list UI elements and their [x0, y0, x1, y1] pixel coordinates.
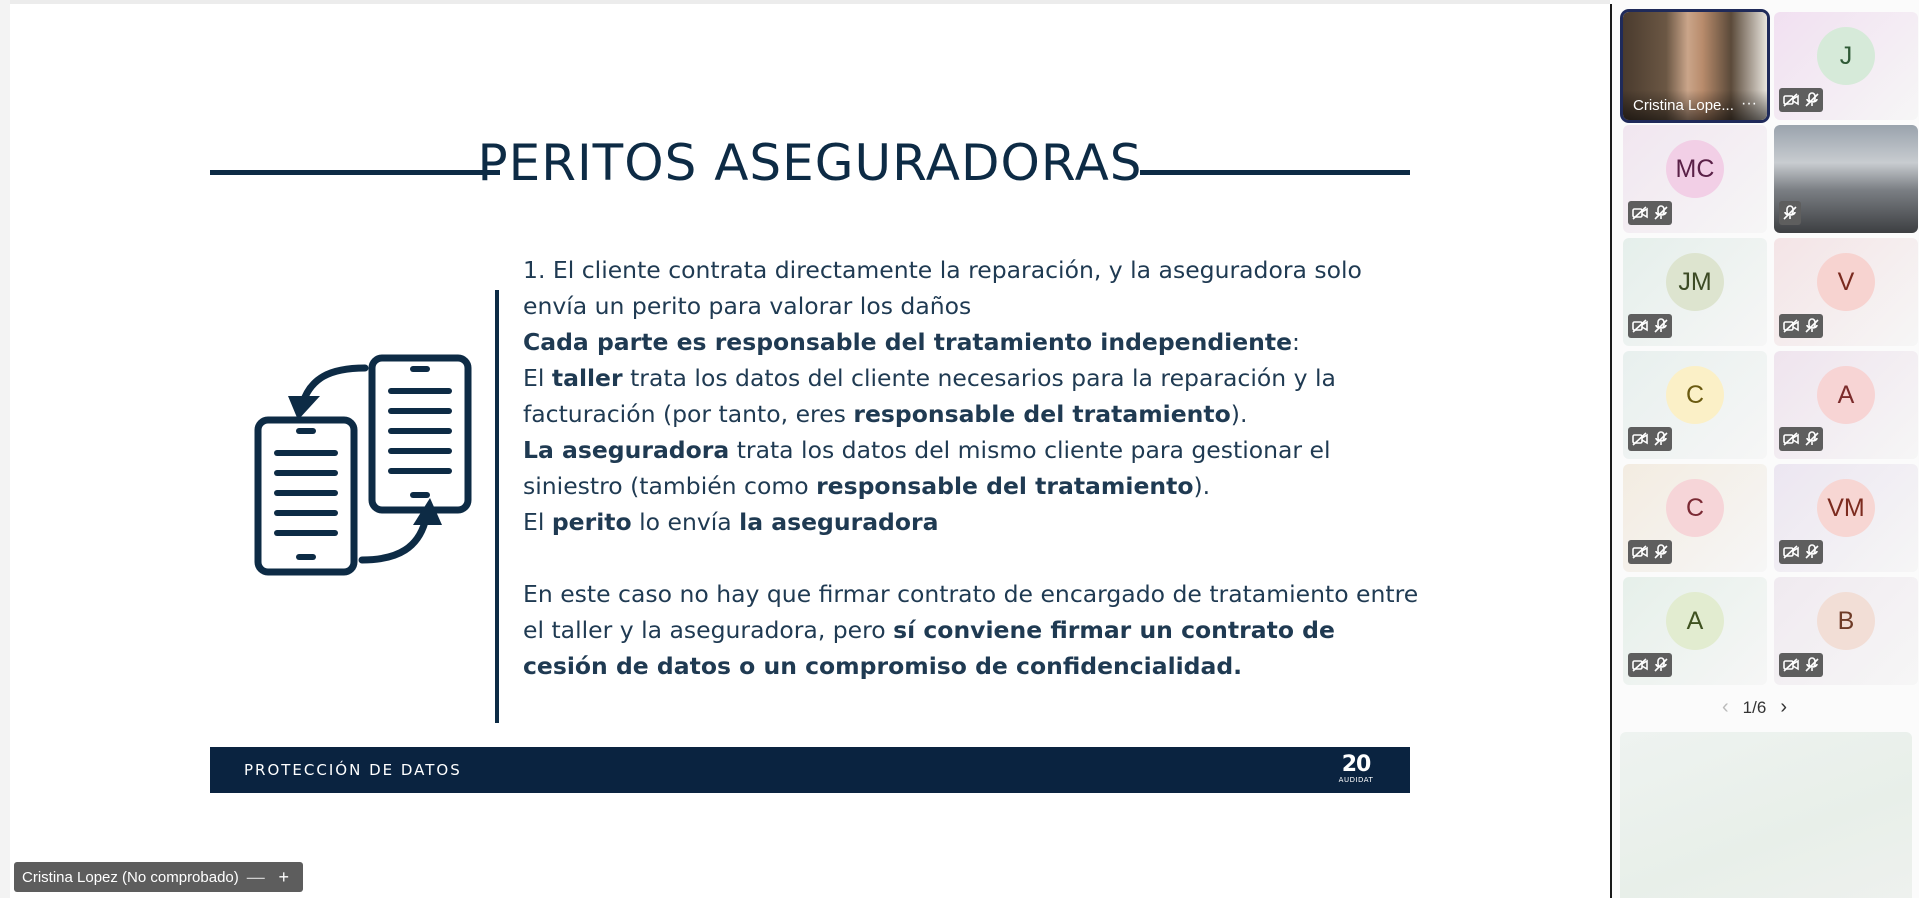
- mic-off-icon: [1654, 657, 1668, 673]
- avatar: A: [1666, 592, 1724, 650]
- text-run: trata los datos del mismo cliente para gestionar el siniestro (también como: [523, 436, 1331, 500]
- participant-status-bar: [1779, 427, 1823, 451]
- self-video-tile: [1620, 732, 1912, 898]
- camera-off-icon: [1632, 319, 1648, 333]
- participant-status-bar: [1628, 314, 1672, 338]
- camera-off-icon: [1632, 432, 1648, 446]
- share-left-border: [0, 0, 10, 898]
- slide-paragraph: [523, 360, 1423, 432]
- participant-tile-c2[interactable]: [1623, 464, 1767, 572]
- mic-off-icon: [1805, 657, 1819, 673]
- participant-tile-a1[interactable]: [1774, 351, 1918, 459]
- participant-tile-b[interactable]: [1774, 577, 1918, 685]
- text-run: ).: [1230, 400, 1248, 428]
- camera-off-icon: [1783, 658, 1799, 672]
- mic-off-icon: [1805, 544, 1819, 560]
- bold-text: responsable del tratamiento: [853, 400, 1231, 428]
- text-run: ).: [1193, 472, 1211, 500]
- mic-off-icon: [1805, 318, 1819, 334]
- mic-off-icon: [1654, 431, 1668, 447]
- avatar: VM: [1817, 479, 1875, 537]
- text-run: lo envía: [631, 508, 740, 536]
- participant-status-bar: [1779, 201, 1801, 225]
- participant-status-bar: [1779, 540, 1823, 564]
- slide-paragraph: [523, 576, 1423, 684]
- bold-text: Cada parte es responsable del tratamiento independiente: [523, 328, 1293, 356]
- participant-status-bar: [1779, 314, 1823, 338]
- participant-tile-vm[interactable]: [1774, 464, 1918, 572]
- footer-label: PROTECCIÓN DE DATOS: [244, 761, 462, 779]
- slide-paragraph: [523, 252, 1423, 324]
- vertical-separator: [495, 290, 499, 723]
- participant-name: Cristina Lope...: [1633, 96, 1734, 114]
- text-run: :: [1292, 328, 1300, 356]
- camera-off-icon: [1783, 319, 1799, 333]
- text-run: trata los datos del cliente necesarios para la reparación y la facturación (por tanto, eres: [523, 364, 1336, 428]
- camera-off-icon: [1632, 658, 1648, 672]
- participant-tile-a2[interactable]: [1623, 577, 1767, 685]
- participants-panel: [1612, 0, 1919, 898]
- mic-off-icon: [1654, 318, 1668, 334]
- slide-title: PERITOS ASEGURADORAS: [477, 134, 1143, 192]
- slide-body-text: [523, 252, 1423, 684]
- presenter-name-tag[interactable]: [14, 862, 303, 892]
- avatar: MC: [1666, 140, 1724, 198]
- text-run: 1. El cliente contrata directamente la reparación, y la aseguradora solo envía un perito para valorar los daños: [523, 256, 1362, 320]
- participant-tile-room[interactable]: [1774, 125, 1918, 233]
- participant-name-label: [1623, 90, 1767, 120]
- participant-status-bar: [1628, 540, 1672, 564]
- avatar: A: [1817, 366, 1875, 424]
- slide-paragraph: [523, 324, 1423, 360]
- participant-tile-j[interactable]: [1774, 12, 1918, 120]
- more-options-icon[interactable]: ···: [1741, 95, 1757, 112]
- camera-off-icon: [1632, 206, 1648, 220]
- camera-off-icon: [1783, 93, 1799, 107]
- presenter-name: Cristina Lopez (No comprobado): [22, 868, 239, 886]
- text-run: El: [523, 364, 552, 392]
- phones-transfer-icon: [250, 350, 480, 580]
- paragraph-spacer: [523, 540, 1423, 576]
- slide-paragraph: [523, 432, 1423, 504]
- participant-tile-v[interactable]: [1774, 238, 1918, 346]
- bold-text: la aseguradora: [739, 508, 939, 536]
- avatar: C: [1666, 479, 1724, 537]
- participant-status-bar: [1628, 653, 1672, 677]
- page-indicator: 1/6: [1742, 697, 1767, 717]
- text-run: En este caso no hay que firmar contrato de encargado de tratamiento entre el taller y la aseguradora, pero: [523, 580, 1419, 644]
- camera-off-icon: [1783, 432, 1799, 446]
- participant-tile-jm[interactable]: [1623, 238, 1767, 346]
- text-run: El: [523, 508, 552, 536]
- minus-icon[interactable]: —: [246, 866, 265, 887]
- avatar: J: [1817, 27, 1875, 85]
- camera-off-icon: [1783, 545, 1799, 559]
- avatar: B: [1817, 592, 1875, 650]
- avatar: C: [1666, 366, 1724, 424]
- participant-status-bar: [1628, 201, 1672, 225]
- mic-off-icon: [1805, 92, 1819, 108]
- slide-paragraph: [523, 504, 1423, 540]
- participant-tile-c1[interactable]: [1623, 351, 1767, 459]
- logo-number: 20: [1341, 752, 1371, 777]
- logo-brand: AUDIDAT: [1338, 776, 1374, 784]
- participant-status-bar: [1628, 427, 1672, 451]
- chevron-left-icon[interactable]: ‹: [1722, 696, 1729, 718]
- avatar: JM: [1666, 253, 1724, 311]
- presentation-slide: [210, 110, 1419, 793]
- camera-off-icon: [1632, 545, 1648, 559]
- mic-off-icon: [1783, 205, 1797, 221]
- mic-off-icon: [1654, 205, 1668, 221]
- bold-text: responsable del tratamiento: [816, 472, 1194, 500]
- gallery-pager: [1722, 696, 1787, 719]
- bold-text: sí conviene firmar un contrato de cesión de datos o un compromiso de confidencialidad.: [523, 616, 1335, 680]
- audidat-logo: [1334, 754, 1378, 786]
- participant-tile-cristina[interactable]: [1623, 12, 1767, 120]
- mic-off-icon: [1805, 431, 1819, 447]
- share-top-border: [0, 0, 1610, 4]
- bold-text: taller: [551, 364, 623, 392]
- bold-text: La aseguradora: [523, 436, 730, 464]
- participant-tile-mc[interactable]: [1623, 125, 1767, 233]
- bold-text: perito: [551, 508, 632, 536]
- avatar: V: [1817, 253, 1875, 311]
- mic-off-icon: [1654, 544, 1668, 560]
- plus-icon[interactable]: +: [278, 866, 290, 887]
- chevron-right-icon[interactable]: ›: [1780, 696, 1787, 718]
- participant-status-bar: [1779, 88, 1823, 112]
- participant-status-bar: [1779, 653, 1823, 677]
- slide-footer: [210, 747, 1410, 793]
